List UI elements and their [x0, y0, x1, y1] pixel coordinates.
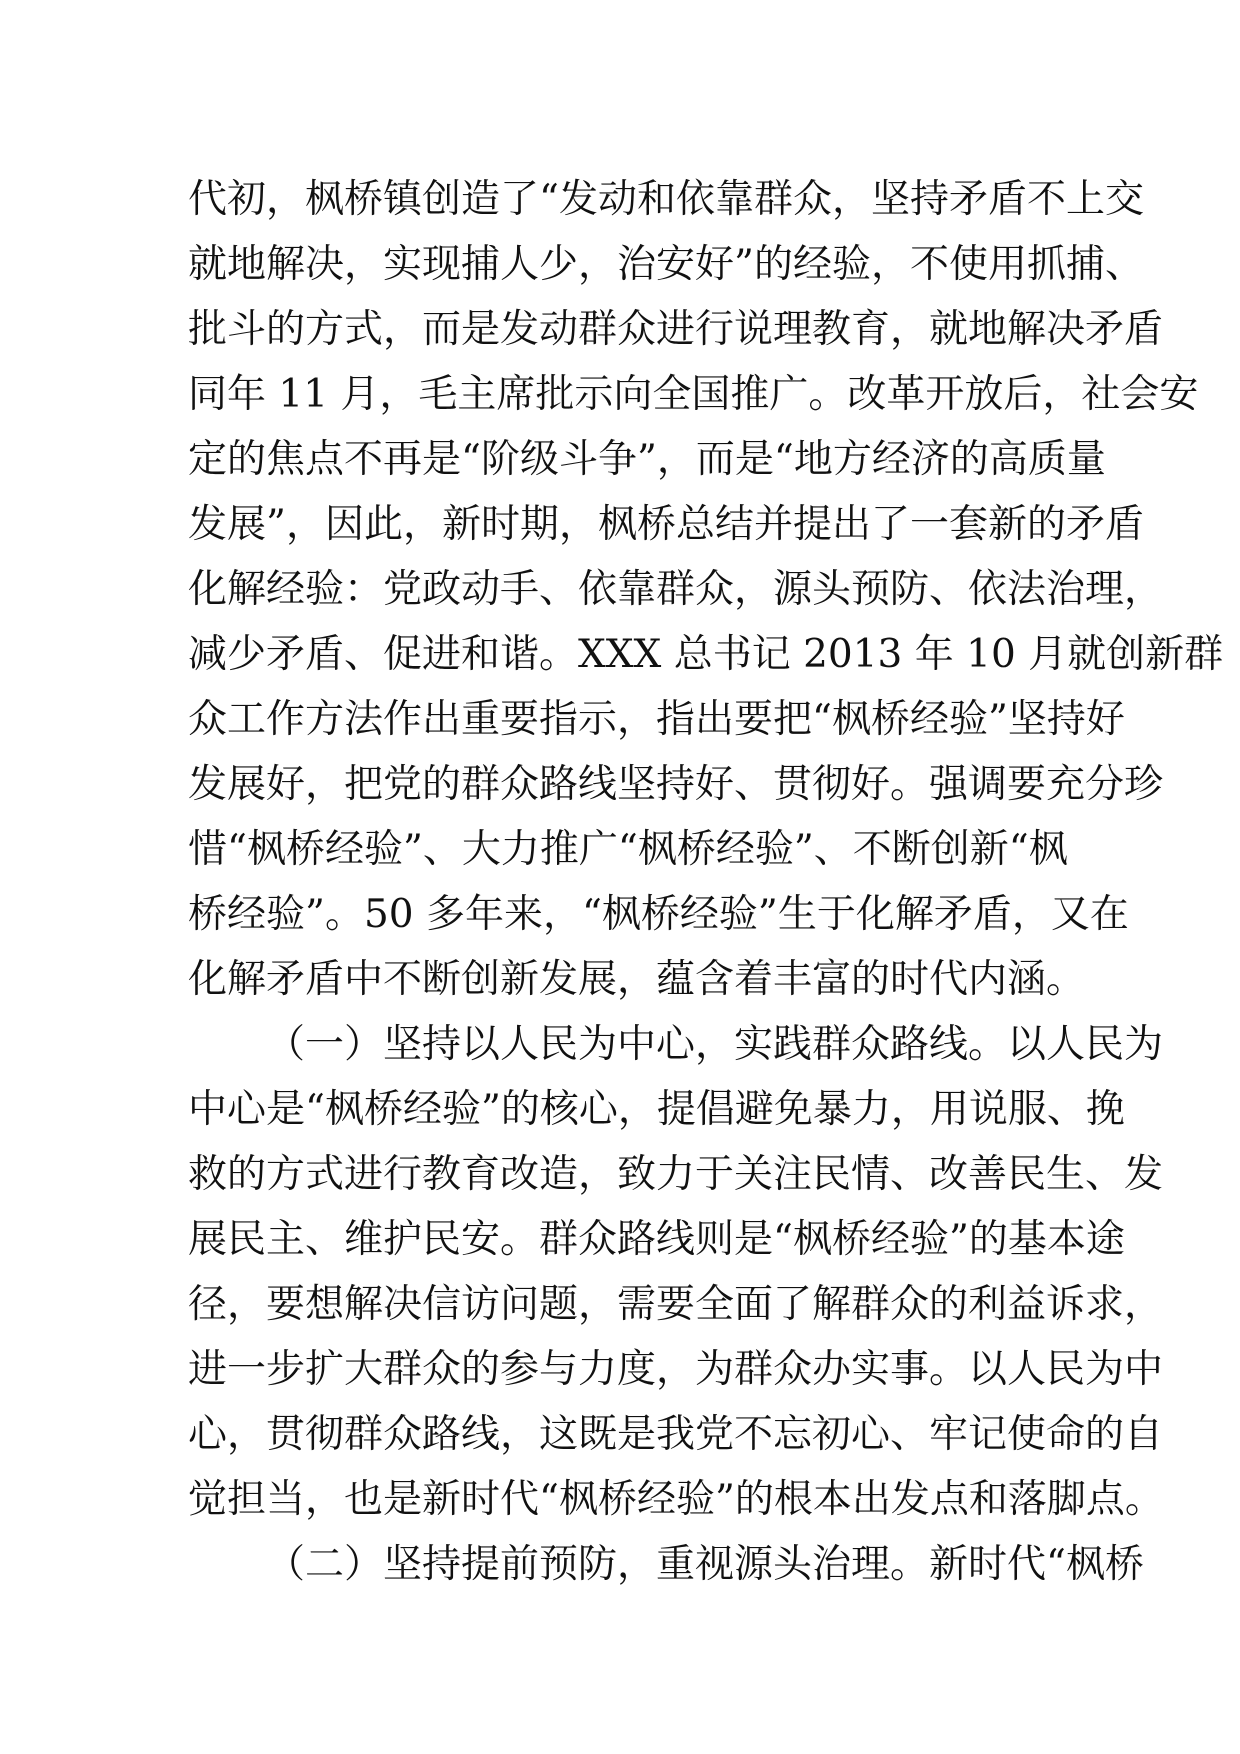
text-line: 觉担当，也是新时代“枫桥经验”的根本出发点和落脚点。 [188, 1477, 1164, 1522]
text-line: 同年 11 月，毛主席批示向全国推广。改革开放后，社会安 [188, 372, 1199, 417]
text-line: 化解经验：党政动手、依靠群众，源头预防、依法治理， [188, 567, 1164, 612]
text-line: 展民主、维护民安。群众路线则是“枫桥经验”的基本途 [188, 1217, 1125, 1262]
text-line: 发展好，把党的群众路线坚持好、贯彻好。强调要充分珍 [188, 762, 1164, 807]
text-line: 代初，枫桥镇创造了“发动和依靠群众，坚持矛盾不上交 [188, 177, 1144, 222]
text-line: 心，贯彻群众路线，这既是我党不忘初心、牢记使命的自 [188, 1412, 1164, 1457]
text-line: 批斗的方式，而是发动群众进行说理教育，就地解决矛盾 [188, 307, 1164, 352]
text-line: 中心是“枫桥经验”的核心，提倡避免暴力，用说服、挽 [188, 1087, 1125, 1132]
text-line: 众工作方法作出重要指示，指出要把“枫桥经验”坚持好 [188, 697, 1125, 742]
text-line: 径，要想解决信访问题，需要全面了解群众的利益诉求， [188, 1282, 1164, 1327]
text-line: 救的方式进行教育改造，致力于关注民情、改善民生、发 [188, 1152, 1164, 1197]
section-heading-line: （一）坚持以人民为中心，实践群众路线。以人民为 [266, 1022, 1164, 1067]
text-line: 进一步扩大群众的参与力度，为群众办实事。以人民为中 [188, 1347, 1164, 1392]
text-line: 发展”，因此，新时期，枫桥总结并提出了一套新的矛盾 [188, 502, 1144, 547]
text-line: 就地解决，实现捕人少，治安好”的经验，不使用抓捕、 [188, 242, 1144, 287]
text-line: 化解矛盾中不断创新发展，蕴含着丰富的时代内涵。 [188, 957, 1086, 1002]
text-line: 减少矛盾、促进和谐。XXX 总书记 2013 年 10 月就创新群 [188, 632, 1224, 677]
section-heading-line: （二）坚持提前预防，重视源头治理。新时代“枫桥 [266, 1542, 1144, 1587]
body-text [188, 167, 1224, 1597]
text-line: 桥经验”。50 多年来，“枫桥经验”生于化解矛盾，又在 [188, 892, 1129, 937]
text-line: 定的焦点不再是“阶级斗争”，而是“地方经济的高质量 [188, 437, 1106, 482]
text-line: 惜“枫桥经验”、大力推广“枫桥经验”、不断创新“枫 [188, 827, 1068, 872]
